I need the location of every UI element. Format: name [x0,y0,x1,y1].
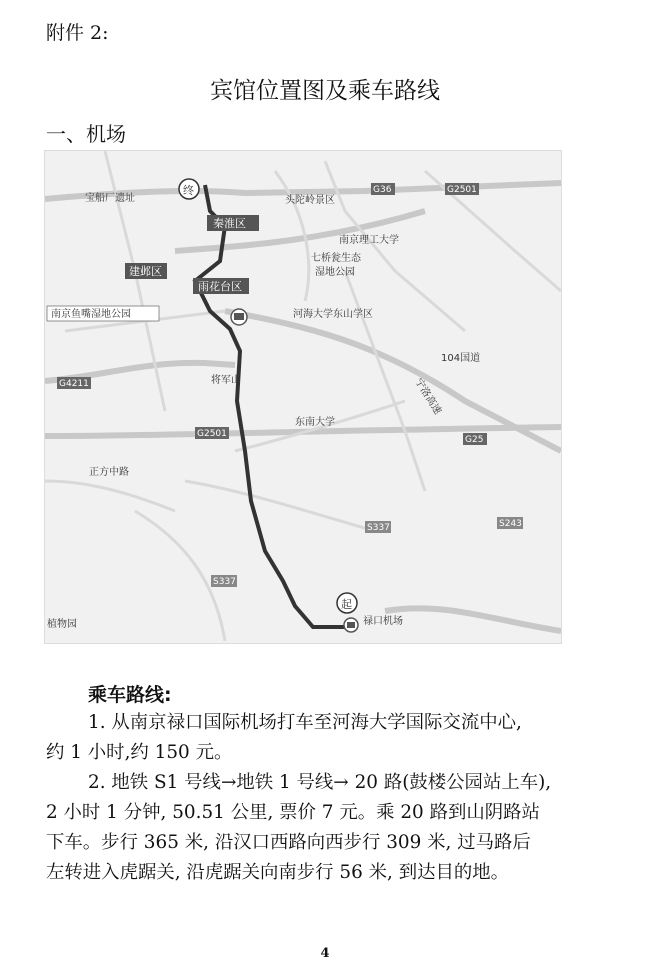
route-line-2: 约 1 小时,约 150 元。 [46,742,233,763]
svg-text:起: 起 [341,598,352,611]
svg-text:南京理工大学: 南京理工大学 [339,235,399,246]
svg-text:雨花台区: 雨花台区 [198,280,242,293]
svg-text:七桥瓮生态: 七桥瓮生态 [311,253,361,264]
svg-text:头陀岭景区: 头陀岭景区 [285,195,335,206]
svg-text:S337: S337 [367,523,390,533]
svg-text:S243: S243 [499,519,522,529]
section-heading: 一、机场 [46,122,126,146]
airport-bus-icon [344,618,358,632]
start-marker [337,593,357,613]
svg-text:植物园: 植物园 [47,619,77,630]
highway-roads [45,183,561,631]
route-map [44,150,562,644]
route-line-1: 1. 从南京禄口国际机场打车至河海大学国际交流中心, [88,712,522,733]
district-labels [125,215,259,294]
svg-text:G2501: G2501 [447,185,477,195]
route-line [195,185,345,627]
poi-labels [47,191,480,630]
svg-text:将军山: 将军山 [211,375,241,386]
map-graphic [45,151,561,643]
svg-text:宝船厂遗址: 宝船厂遗址 [85,193,135,204]
svg-text:湿地公园: 湿地公园 [315,267,355,278]
route-option-1 [46,708,606,768]
svg-text:东南大学: 东南大学 [295,417,335,428]
svg-text:河海大学东山学区: 河海大学东山学区 [293,309,373,320]
route-line-5: 下车。步行 365 米, 沿汉口西路向西步行 309 米, 过马路后 [46,832,531,853]
svg-text:禄口机场: 禄口机场 [363,616,403,627]
end-marker [179,179,199,199]
minor-roads [45,151,561,641]
svg-text:秦淮区: 秦淮区 [213,217,246,230]
svg-text:G36: G36 [373,185,392,195]
route-heading: 乘车路线: [88,684,172,706]
svg-text:宁洛高速: 宁洛高速 [412,376,443,417]
route-line-4: 2 小时 1 分钟, 50.51 公里, 票价 7 元。乘 20 路到山阴路站 [46,802,540,823]
route-line-3: 2. 地铁 S1 号线→地铁 1 号线→ 20 路(鼓楼公园站上车), [88,772,552,793]
svg-text:南京鱼嘴湿地公园: 南京鱼嘴湿地公园 [51,309,131,320]
svg-text:建邺区: 建邺区 [129,265,162,278]
bus-icon [231,309,247,325]
route-line-6: 左转进入虎踞关, 沿虎踞关向南步行 56 米, 到达目的地。 [46,862,510,883]
attachment-label: 附件 2: [46,22,109,44]
svg-text:G25: G25 [465,435,484,445]
svg-text:终: 终 [183,184,194,197]
svg-text:104国道: 104国道 [441,353,481,364]
page-title: 宾馆位置图及乘车路线 [210,78,440,104]
svg-text:S337: S337 [213,577,236,587]
svg-text:正方中路: 正方中路 [89,467,129,478]
route-option-2 [46,768,606,888]
svg-text:G4211: G4211 [59,379,89,389]
page-number: 4 [320,946,330,961]
svg-text:G2501: G2501 [197,429,227,439]
